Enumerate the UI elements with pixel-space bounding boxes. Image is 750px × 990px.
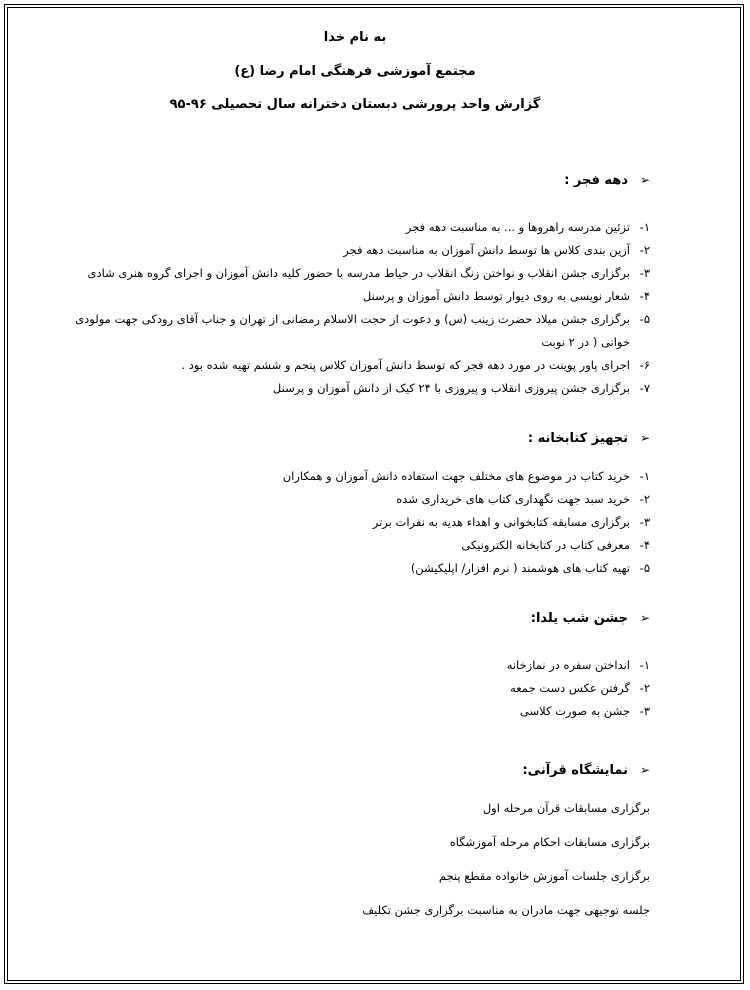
activity-line: برگزاری جلسات آموزش خانواده مقطع پنجم [438, 869, 650, 883]
item-text: برگزاری جشن میلاد حضرت زینب (س) و دعوت از حجت الاسلام رمضانی از تهران و جناب آقای رودکی جهت مولودی خوانی ( در ۲ نوبت [75, 312, 630, 349]
item-number: ۲- [639, 243, 650, 257]
section-yalda [60, 608, 650, 723]
check-arrow-icon: ➢ [639, 611, 650, 625]
section-dahe-fajr [60, 170, 650, 400]
activity-list [60, 216, 650, 400]
list-item [60, 354, 650, 377]
item-number: ۳- [639, 266, 650, 280]
section-heading [60, 760, 650, 780]
item-text: برگزاری جشن پیروزی انقلاب و پیروزی با ۲۴ کیک از دانش آموزان و پرسنل [272, 381, 630, 395]
list-item [60, 308, 650, 354]
item-text: آزین بندی کلاس ها توسط دانش آموزان به مناسبت دهه فجر [343, 243, 630, 257]
list-item [60, 700, 650, 723]
item-number: ۲- [639, 492, 650, 506]
item-number: ۴- [639, 538, 650, 552]
item-text: انداختن سفره در نمازخانه [506, 658, 630, 672]
item-text: تهیه کتاب های هوشمند ( نرم افزار/ اپلیکیشن) [410, 561, 630, 575]
activity-lines [60, 791, 650, 927]
list-item [60, 534, 650, 557]
activity-line: جلسه توجیهی جهت مادران به مناسبت برگزاری جشن تکلیف [362, 903, 650, 917]
activity-line: برگزاری مسابقات قرآن مرحله اول [482, 801, 650, 815]
section-heading [60, 608, 650, 628]
section-title: دهه فجر : [564, 172, 628, 188]
list-item [60, 262, 650, 285]
section-title: نمایشگاه قرآنی: [522, 762, 628, 778]
list-item [60, 557, 650, 580]
check-arrow-icon: ➢ [639, 431, 650, 445]
item-number: ۷- [639, 381, 650, 395]
item-number: ۵- [639, 561, 650, 575]
item-number: ۳- [639, 515, 650, 529]
check-arrow-icon: ➢ [639, 173, 650, 187]
item-text: برگزاری مسابقه کتابخوانی و اهداء هدیه به نفرات برتر [372, 515, 630, 529]
item-number: ۲- [639, 681, 650, 695]
section-library [60, 428, 650, 580]
check-arrow-icon: ➢ [639, 763, 650, 777]
list-item [60, 377, 650, 400]
activity-list [60, 654, 650, 723]
item-number: ۴- [639, 289, 650, 303]
item-number: ۵- [639, 312, 650, 326]
item-text: جشن به صورت کلاسی [519, 704, 630, 718]
section-heading [60, 170, 650, 190]
item-number: ۶- [639, 358, 650, 372]
item-text: اجرای پاور پوینت در مورد دهه فجر که توسط دانش آموزان کلاس پنجم و ششم تهیه شده بود . [181, 358, 630, 372]
item-number: ۳- [639, 704, 650, 718]
item-text: تزئین مدرسه راهروها و ... به مناسبت دهه فجر [405, 220, 630, 234]
list-item [60, 488, 650, 511]
list-item [60, 511, 650, 534]
item-text: برگزاری جشن انقلاب و نواختن زنگ انقلاب در حیاط مدرسه با حضور کلیه دانش آموزان و اجرای گروه هنری شادی [87, 266, 630, 280]
item-number: ۱- [639, 658, 650, 672]
list-item [60, 216, 650, 239]
item-text: معرفی کتاب در کتابخانه الکترونیکی [461, 538, 630, 552]
report-title: گزارش واحد پرورشی دبستان دخترانه سال تحصیلی ۹۶-۹۵ [169, 97, 541, 112]
item-number: ۱- [639, 469, 650, 483]
section-quran-exhibition [60, 760, 650, 927]
item-number: ۱- [639, 220, 650, 234]
item-text: خرید سبد جهت نگهداری کتاب های خریداری شده [396, 492, 630, 506]
activity-line: برگزاری مسابقات احکام مرحله آموزشگاه [449, 835, 650, 849]
school-name: مجتمع آموزشی فرهنگی امام رضا (ع) [234, 64, 476, 79]
bismillah-heading: به نام خدا [323, 30, 387, 45]
list-item [60, 465, 650, 488]
list-item [60, 677, 650, 700]
section-title: جشن شب یلدا: [530, 610, 628, 626]
section-title: تجهیز کتابخانه : [527, 430, 628, 446]
item-text: خرید کتاب در موضوع های مختلف جهت استفاده دانش آموزان و همکاران [282, 469, 630, 483]
item-text: گرفتن عکس دست جمعه [510, 681, 630, 695]
list-item [60, 654, 650, 677]
activity-list [60, 465, 650, 580]
list-item [60, 285, 650, 308]
section-heading [60, 428, 650, 448]
list-item [60, 239, 650, 262]
item-text: شعار نویسی به روی دیوار توسط دانش آموزان و پرسنل [362, 289, 630, 303]
